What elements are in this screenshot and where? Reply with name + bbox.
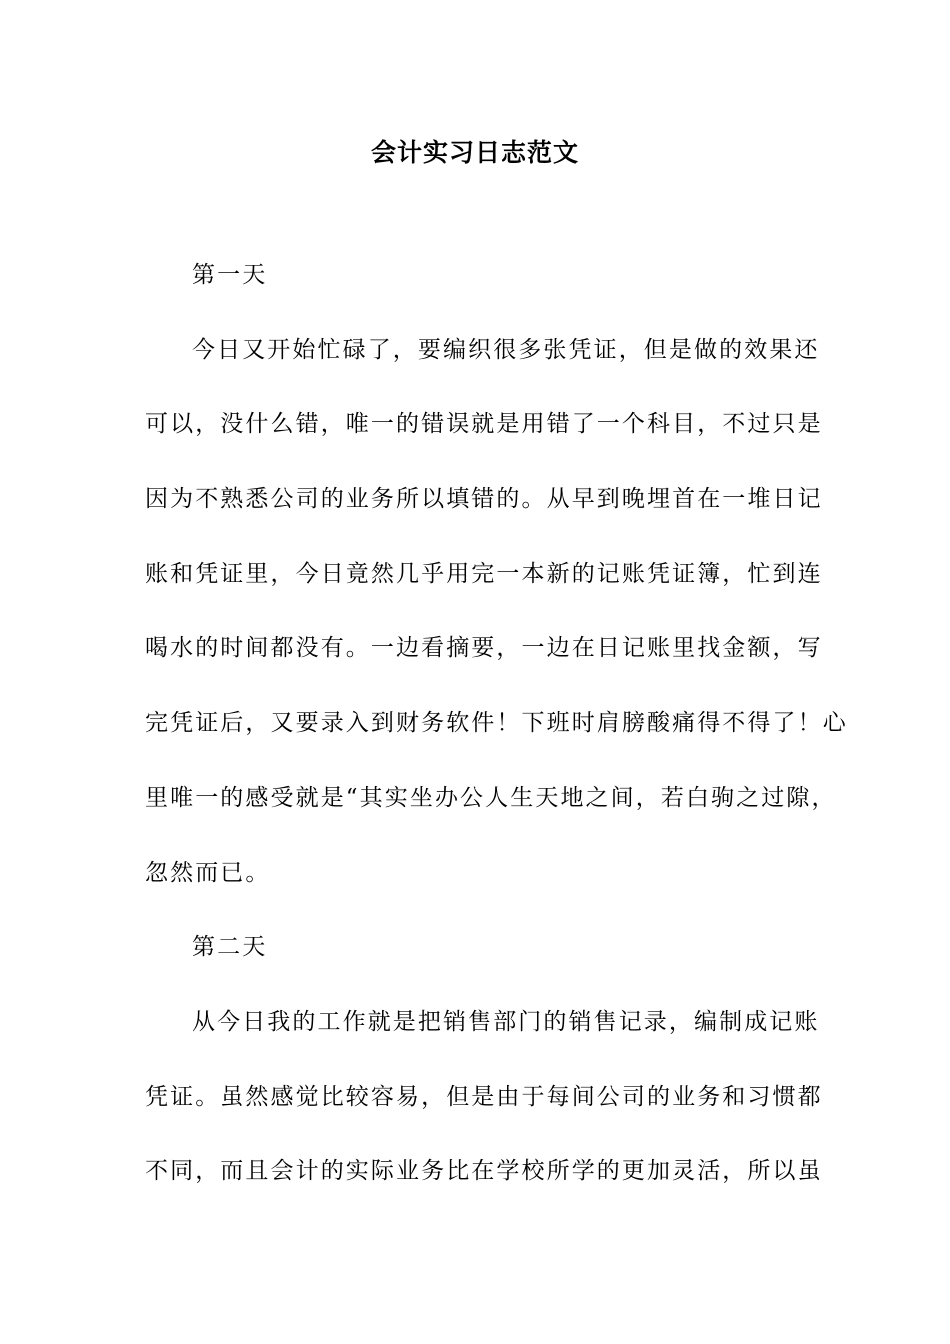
document-body (145, 257, 848, 1228)
section-heading-day-2: 第二天 (192, 934, 268, 961)
document-title: 会计实习日志范文 (370, 138, 579, 167)
paragraph-line: 完凭证后，又要录入到财务软件！下班时肩膀酸痛得不得了！心 (145, 710, 848, 737)
paragraph-line: 凭证。虽然感觉比较容易，但是由于每间公司的业务和习惯都 (145, 1083, 823, 1110)
paragraph-line: 今日又开始忙碌了，要编织很多张凭证，但是做的效果还 (192, 336, 820, 363)
paragraph-line: 因为不熟悉公司的业务所以填错的。从早到晚埋首在一堆日记 (145, 486, 823, 513)
paragraph-line: 忽然而已。 (145, 859, 271, 886)
paragraph-line: 从今日我的工作就是把销售部门的销售记录，编制成记账 (192, 1008, 820, 1035)
paragraph-line: 里唯一的感受就是“其实坐办公人生天地之间，若白驹之过隙， (145, 784, 837, 811)
paragraph-line: 可以，没什么错，唯一的错误就是用错了一个科目，不过只是 (145, 411, 823, 438)
paragraph-line: 账和凭证里，今日竟然几乎用完一本新的记账凭证簿，忙到连 (145, 560, 823, 587)
paragraph-line: 不同，而且会计的实际业务比在学校所学的更加灵活，所以虽 (145, 1158, 823, 1185)
section-heading-day-1: 第一天 (192, 262, 268, 288)
paragraph-line: 喝水的时间都没有。一边看摘要，一边在日记账里找金额，写 (145, 635, 823, 662)
